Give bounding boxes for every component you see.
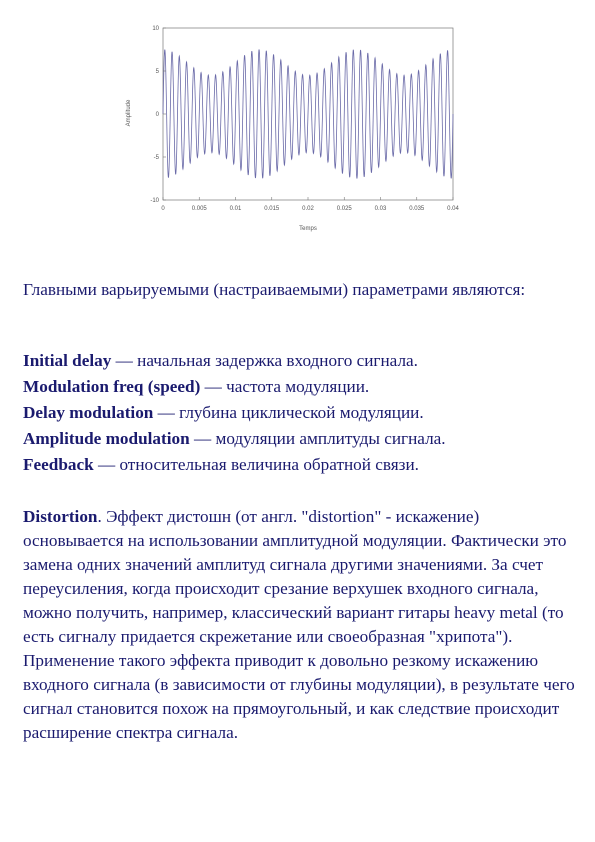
y-tick-label: 5 xyxy=(155,69,159,75)
y-tick-label: -10 xyxy=(150,198,159,204)
param-desc: — глубина циклической модуляции. xyxy=(153,403,424,422)
x-axis-ticks xyxy=(161,197,459,212)
plot-area xyxy=(163,28,453,200)
param-name: Modulation freq (speed) xyxy=(23,377,201,396)
x-tick-label: 0.02 xyxy=(302,206,314,212)
param-desc: — начальная задержка входного сигнала. xyxy=(111,351,418,370)
distortion-title: Distortion xyxy=(23,507,98,526)
param-desc: — частота модуляции. xyxy=(200,377,370,396)
y-axis-ticks xyxy=(150,26,166,204)
param-amplitude-modulation xyxy=(23,426,578,452)
y-tick-label: 0 xyxy=(155,112,159,118)
distortion-paragraph xyxy=(23,505,578,745)
x-tick-label: 0.025 xyxy=(336,206,352,212)
x-tick-label: 0.01 xyxy=(229,206,242,212)
signal-line xyxy=(163,50,453,179)
intro-paragraph: Главными варьируемыми (настраиваемыми) параметрами являются: xyxy=(23,280,526,299)
waveform-figure xyxy=(120,18,465,243)
x-tick-label: 0.035 xyxy=(409,206,425,212)
x-tick-label: 0.04 xyxy=(447,206,459,212)
y-tick-label: 10 xyxy=(152,26,159,32)
x-tick-label: 0.03 xyxy=(374,206,387,212)
y-tick-label: -5 xyxy=(153,155,159,161)
param-delay-modulation xyxy=(23,400,578,426)
param-name: Delay modulation xyxy=(23,403,154,422)
param-name: Initial delay xyxy=(23,351,112,370)
param-desc: — относительная величина обратной связи. xyxy=(93,455,419,474)
param-initial-delay xyxy=(23,348,578,374)
param-modulation-freq xyxy=(23,374,578,400)
y-axis-label: Amplitude xyxy=(126,99,132,127)
distortion-body: . Эффект дистошн (от англ. "distortion" - искажение) основывается на использовании амплитудной модуляции. Фактически это замена одних значений амплитуд сигнала другими значениями. За счет переусиления, когда происходит срезание верхушек входного сигнала, можно получить, например, классический вариант гитары heavy metal (то есть сигналу придается скрежетание или своеобразная "хрипота"). Применение такого эффекта приводит к довольно резкому искажению входного сигнала (в зависимости от глубины модуляции), в результате чего сигнал становится похож на прямоугольный, и как следствие происходит расширение спектра сигнала. xyxy=(23,507,575,742)
param-name: Feedback xyxy=(23,455,94,474)
x-axis-label: Temps xyxy=(299,226,317,232)
param-name: Amplitude modulation xyxy=(23,429,190,448)
waveform-chart xyxy=(120,18,465,243)
param-desc: — модуляции амплитуды сигнала. xyxy=(189,429,446,448)
x-tick-label: 0.005 xyxy=(191,206,207,212)
x-tick-label: 0 xyxy=(161,206,165,212)
param-feedback xyxy=(23,452,578,478)
parameters-list xyxy=(23,348,578,478)
x-tick-label: 0.015 xyxy=(264,206,280,212)
